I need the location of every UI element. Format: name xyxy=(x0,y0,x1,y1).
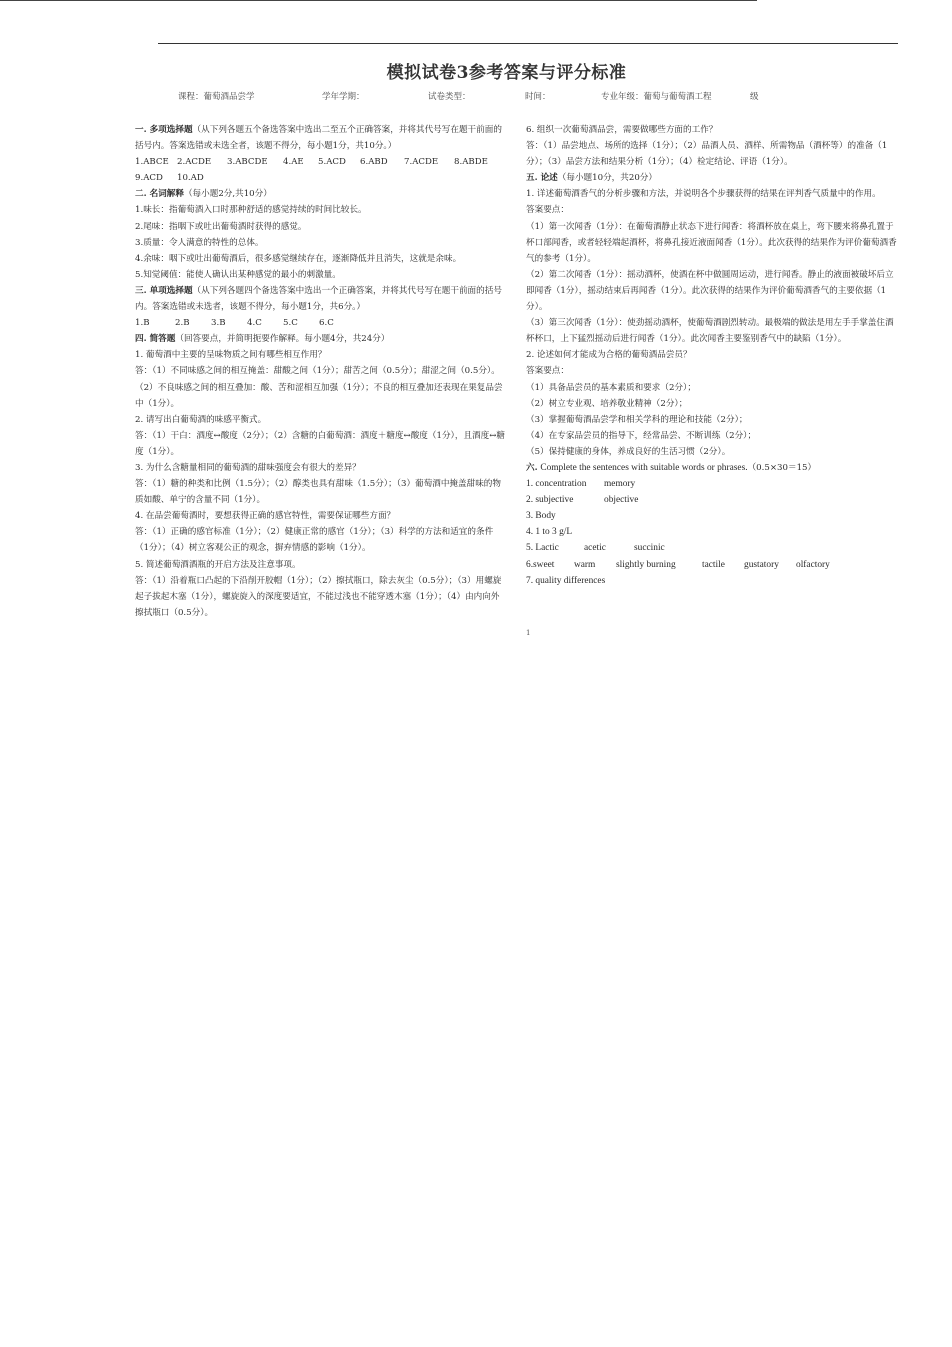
meta-grade: 级 xyxy=(750,92,759,102)
section-5-heading: 五. 论述（每小题10分，共20分） xyxy=(526,173,657,184)
question: 2. 论述如何才能成为合格的葡萄酒品尝员？ xyxy=(526,350,692,361)
meta-time: 时间： xyxy=(525,92,551,102)
term-definition: 4.余味：咽下或吐出葡萄酒后，很多感觉继续存在，逐渐降低并且消失，这就是余味。 xyxy=(135,253,462,264)
question: 5. 简述葡萄酒酒瓶的开启方法及注意事项。 xyxy=(135,559,301,570)
answer: 答：（1）干白：酒度↔酸度（2分）；（2）含糖的白葡萄酒：酒度＋糖度↔酸度（1分），且酒度↔糖度（1分）。 xyxy=(135,430,506,457)
header-rule xyxy=(0,0,757,1)
section-3-heading: 三. 单项选择题（从下列各题四个备选答案中选出一个正确答案，并将其代号写在题干前面的括号内。答案选错或未选者，该题不得分，每小题1分，共6分。） xyxy=(135,285,502,313)
section-4-heading: 四. 简答题（回答要点，并简明扼要作解释。每小题4分，共24分） xyxy=(135,334,390,345)
section-1-heading: 一. 多项选择题（从下列各题五个备选答案中选出二至五个正确答案，并将其代号写在题干前面的括号内。答案选错或未选全者，该题不得分，每小题1分，共10分。） xyxy=(135,125,502,152)
question: 3. 为什么含糖量相同的葡萄酒的甜味强度会有很大的差异？ xyxy=(135,462,361,473)
fill-answer-row: 5. Lactic acetic succinic xyxy=(526,543,665,554)
answer: 答：（1）不同味感之间的相互掩盖：甜酸之间（1分）；甜苦之间（0.5分）；甜涩之间（0.5分）。（2）不良味感之间的相互叠加：酸、苦和涩相互加强（1分）；不良的相互叠加还表现在果复品尝中（1分）。 xyxy=(135,366,503,409)
section-1-answers-row-1: 1.ABCE 2.ACDE 3.ABCDE 4.AE 5.ACD 6.ABD 7.ACDE 8.ABDE xyxy=(135,157,488,168)
fill-answer-row: 4. 1 to 3 g/L xyxy=(526,527,573,538)
fill-answer-row: 6.sweet warm slightly burning tactile gustatory olfactory xyxy=(526,559,830,570)
term-definition: 1.味长：指葡萄酒入口时那种舒适的感觉持续的时间比较长。 xyxy=(135,205,367,216)
answer-point: （2）第二次闻香（1分）：摇动酒杯，使酒在杯中做圆周运动，进行闻香。静止的液面被破坏后立即闻香（1分），摇动结束后再闻香（1分）。此次获得的结果作为评价葡萄酒香气的主要依据（1分）。 xyxy=(526,269,894,313)
fill-answer-row: 7. quality differences xyxy=(526,575,606,586)
question: 2. 请写出白葡萄酒的味感平衡式。 xyxy=(135,414,267,425)
meta-course: 课程：葡萄酒品尝学 xyxy=(178,92,255,102)
page-title: 模拟试卷3参考答案与评分标准 xyxy=(386,63,627,83)
answer-point: （5）保持健康的身体，养成良好的生活习惯（2分）。 xyxy=(526,446,731,457)
section-3-answers: 1.B 2.B 3.B 4.C 5.C 6.C xyxy=(135,318,334,329)
answer: 答：（1）糖的种类和比例（1.5分）；（2）醇类也具有甜味（1.5分）；（3）葡萄酒中掩盖甜味的物质如酸、单宁的含量不同（1分）。 xyxy=(135,479,501,506)
answer: 答：（1）品尝地点、场所的选择（1分）；（2）品酒人员、酒样、所需物品（酒杯等）的准备（1分）；（3）品尝方法和结果分析（1分）；（4）检定结论、评语（1分）。 xyxy=(526,141,888,168)
top-rule xyxy=(158,43,898,44)
section-1-answers-row-2: 9.ACD 10.AD xyxy=(135,173,204,184)
left-column xyxy=(135,122,507,621)
answer-point: （3）第三次闻香（1分）：使劲摇动酒杯，使葡萄酒剧烈转动。最极端的做法是用左手手掌盖住酒杯杯口，上下猛烈摇动后进行闻香（1分）。此次闻香主要鉴别香气中的缺陷（1分）。 xyxy=(526,318,894,345)
question: 6. 组织一次葡萄酒品尝，需要做哪些方面的工作？ xyxy=(526,125,718,135)
answer-point: （2）树立专业观、培养敬业精神（2分）； xyxy=(526,398,688,409)
answer: 答：（1）正确的感官标准（1分）；（2）健康正常的感官（1分）；（3）科学的方法和适宜的条件（1分）；（4）树立客观公正的观念，摒弃情感的影响（1分）。 xyxy=(135,527,494,554)
term-definition: 2.尾味：指咽下或吐出葡萄酒时获得的感觉。 xyxy=(135,221,307,232)
question: 1. 详述葡萄酒香气的分析步骤和方法，并说明各个步骤获得的结果在评判香气质量中的作用。 xyxy=(526,189,881,200)
term-definition: 5.知觉阈值：能使人确认出某种感觉的最小的刺激量。 xyxy=(135,269,341,280)
exam-meta-row xyxy=(0,90,952,104)
question: 4. 在品尝葡萄酒时，要想获得正确的感官特性，需要保证哪些方面？ xyxy=(135,511,396,522)
meta-major: 专业年级：葡萄与葡萄酒工程 xyxy=(601,92,712,102)
meta-term: 学年学期： xyxy=(322,92,365,102)
answer-key-label: 答案要点： xyxy=(526,205,569,216)
answer-key-label: 答案要点： xyxy=(526,366,569,377)
meta-type: 试卷类型： xyxy=(428,92,471,102)
answer: 答：（1）沿着瓶口凸起的下沿削开胶帽（1分）；（2）擦拭瓶口，除去灰尘（0.5分）；（3）用螺旋起子拔起木塞（1分），螺旋旋入的深度要适宜，不能过浅也不能穿透木塞（1分）；（4）由内向外擦拭瓶口（0.5分）。 xyxy=(135,575,502,618)
answer-point: （1）具备品尝员的基本素质和要求（2分）； xyxy=(526,382,696,393)
question: 1. 葡萄酒中主要的呈味物质之间有哪些相互作用？ xyxy=(135,350,327,361)
page-number: 1 xyxy=(526,629,531,637)
fill-answer-row: 3. Body xyxy=(526,511,556,522)
section-6-heading: 六. Complete the sentences with suitable words or phrases.（0.5×30＝15） xyxy=(526,462,817,473)
answer-point: （3）掌握葡萄酒品尝学和相关学科的理论和技能（2分）； xyxy=(526,414,748,425)
fill-answer-row: 1. concentration memory xyxy=(526,479,636,490)
section-2-heading: 二. 名词解释（每小题2分,共10分） xyxy=(135,189,272,200)
fill-answer-row: 2. subjective objective xyxy=(526,495,639,506)
right-column xyxy=(526,122,898,589)
answer-point: （4）在专家品尝员的指导下，经常品尝、不断训练（2分）； xyxy=(526,430,757,441)
term-definition: 3.质量：令人满意的特性的总体。 xyxy=(135,237,264,248)
answer-point: （1）第一次闻香（1分）：在葡萄酒静止状态下进行闻香：将酒杯放在桌上，弯下腰来将鼻孔置于杯口部闻香，或者轻轻端起酒杯，将鼻孔接近液面闻香（1分）。此次获得的结果作为评价葡萄酒香气的参考（1分）。 xyxy=(526,221,897,264)
